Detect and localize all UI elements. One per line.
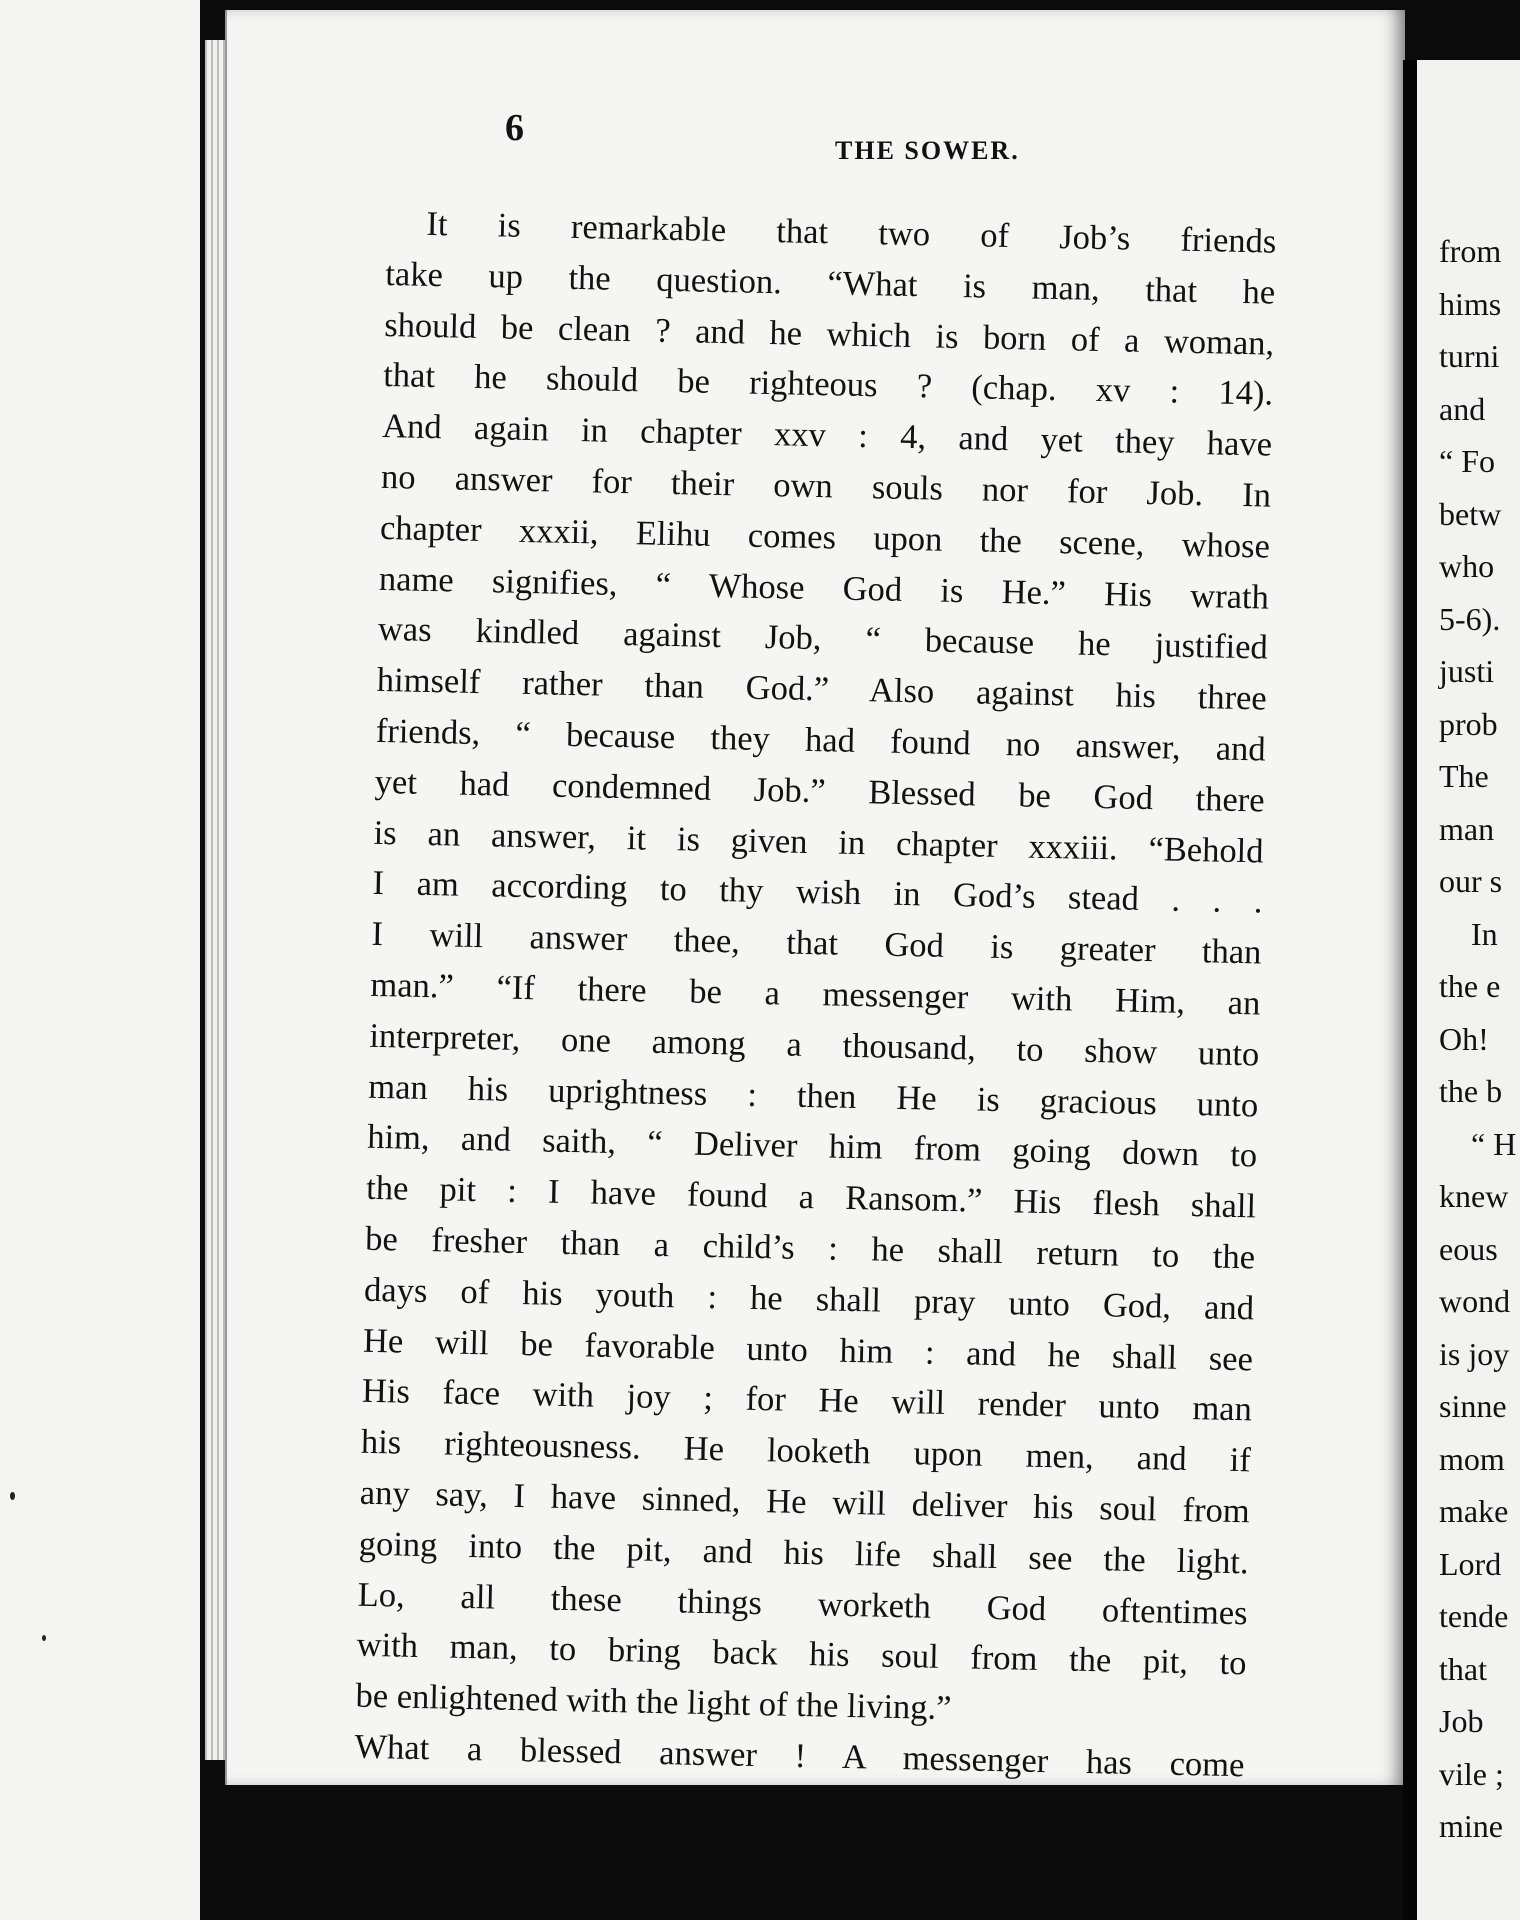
text-fragment: In — [1471, 915, 1498, 952]
text-line: What a blessed answer ! A messenger has come — [354, 1727, 1245, 1785]
speck — [10, 1492, 15, 1500]
text-fragment: and — [1439, 390, 1486, 427]
text-line: no answer for their own souls nor for Job. In — [380, 457, 1272, 515]
text-line: I am according to thy wish in God’s stead . . . — [372, 864, 1263, 921]
running-title: THE SOWER. — [835, 136, 1020, 165]
text-line: be fresher than a child’s : he shall return to the — [364, 1219, 1256, 1277]
text-fragment: hims — [1439, 285, 1502, 322]
text-fragment: that — [1439, 1650, 1487, 1687]
text-fragment: vile ; — [1439, 1755, 1504, 1792]
text-fragment: mine — [1439, 1808, 1503, 1844]
page-stack-edges — [205, 40, 225, 1760]
text-line: going into the pit, and his life shall see the light. — [358, 1524, 1250, 1582]
text-line: is an answer, it is given in chapter xxxiii. “Behold — [373, 813, 1264, 871]
text-line: yet had condemned Job.” Blessed be God there — [374, 762, 1265, 820]
text-line: be enlightened with the light of the living.” — [355, 1676, 952, 1728]
text-line: Lo, all these things worketh God oftentimes — [357, 1575, 1248, 1632]
left-page — [225, 10, 1405, 1785]
text-line: was kindled against Job, “ because he justified — [377, 610, 1269, 667]
text-fragment: knew — [1439, 1178, 1509, 1214]
text-line: I will answer thee, that God is greater than — [371, 914, 1262, 972]
text-fragment: “ H — [1471, 1125, 1517, 1162]
text-line: His face with joy ; for He will render unto man — [361, 1372, 1253, 1429]
text-line: man his uprightness : then He is gracious unto — [367, 1067, 1259, 1124]
text-line: chapter xxxii, Elihu comes upon the scene, whose — [379, 508, 1271, 566]
text-fragment: wond — [1439, 1283, 1511, 1319]
text-line: name signifies, “ Whose God is He.” His wrath — [378, 559, 1270, 617]
text-line: any say, I have sinned, He will deliver his soul from — [359, 1473, 1251, 1531]
body-text — [354, 198, 1277, 1791]
text-fragment: Lord — [1439, 1545, 1502, 1582]
text-fragment: betw — [1439, 495, 1502, 532]
text-line: should be clean ? and he which is born of a woman, — [383, 305, 1275, 363]
text-fragment: the b — [1439, 1073, 1503, 1109]
text-line: friends, “ because they had found no answer, and — [375, 711, 1267, 769]
text-line: himself rather than God.” Also against his three — [376, 661, 1268, 718]
text-line: him, and saith, “ Deliver him from going down to — [366, 1118, 1258, 1175]
page-header — [227, 106, 1405, 165]
text-fragment: Oh! — [1439, 1020, 1489, 1057]
left-margin — [0, 0, 200, 1920]
text-fragment: prob — [1439, 705, 1498, 742]
text-line: And again in chapter xxv : 4, and yet they have — [381, 407, 1273, 464]
text-fragment: is joy — [1439, 1335, 1510, 1372]
text-fragment: justi — [1439, 653, 1495, 689]
text-fragment: who — [1439, 548, 1495, 584]
text-fragment: mom — [1439, 1440, 1505, 1477]
text-line: his righteousness. He looketh upon men, and if — [360, 1422, 1252, 1480]
text-line: man.” “If there be a messenger with Him, an — [370, 965, 1261, 1023]
text-fragment: 5-6). — [1439, 600, 1501, 637]
text-line: that he should be righteous ? (chap. xv : 14). — [382, 356, 1274, 413]
text-fragment: The — [1439, 758, 1489, 794]
page-number: 6 — [505, 107, 524, 149]
text-fragment: sinne — [1439, 1388, 1507, 1424]
text-fragment: Job — [1439, 1703, 1484, 1739]
text-line: interpreter, one among a thousand, to show unto — [369, 1016, 1260, 1074]
text-line: He will be favorable unto him : and he shall see — [362, 1321, 1254, 1378]
right-page — [1417, 60, 1520, 1920]
text-fragment: “ Fo — [1439, 443, 1495, 479]
text-fragment: turni — [1439, 338, 1500, 374]
book-gutter — [1403, 60, 1417, 1920]
text-fragment: make — [1439, 1493, 1509, 1529]
text-line: It is remarkable that two of Job’s friends — [426, 204, 1277, 261]
text-line: take up the question. “What is man, that he — [385, 254, 1276, 312]
text-line: the pit : I have found a Ransom.” His flesh shall — [365, 1168, 1257, 1226]
text-fragment: tende — [1439, 1598, 1509, 1634]
right-page-text — [1439, 225, 1516, 1853]
text-fragment: from — [1439, 233, 1502, 269]
text-fragment: man — [1439, 810, 1495, 847]
text-line: with man, to bring back his soul from the pit, to — [356, 1625, 1247, 1683]
text-fragment: the e — [1439, 968, 1501, 1004]
text-fragment: eous — [1439, 1230, 1498, 1267]
speck — [42, 1635, 46, 1641]
text-fragment: our s — [1439, 863, 1503, 899]
text-line: days of his youth : he shall pray unto God, and — [363, 1270, 1255, 1328]
